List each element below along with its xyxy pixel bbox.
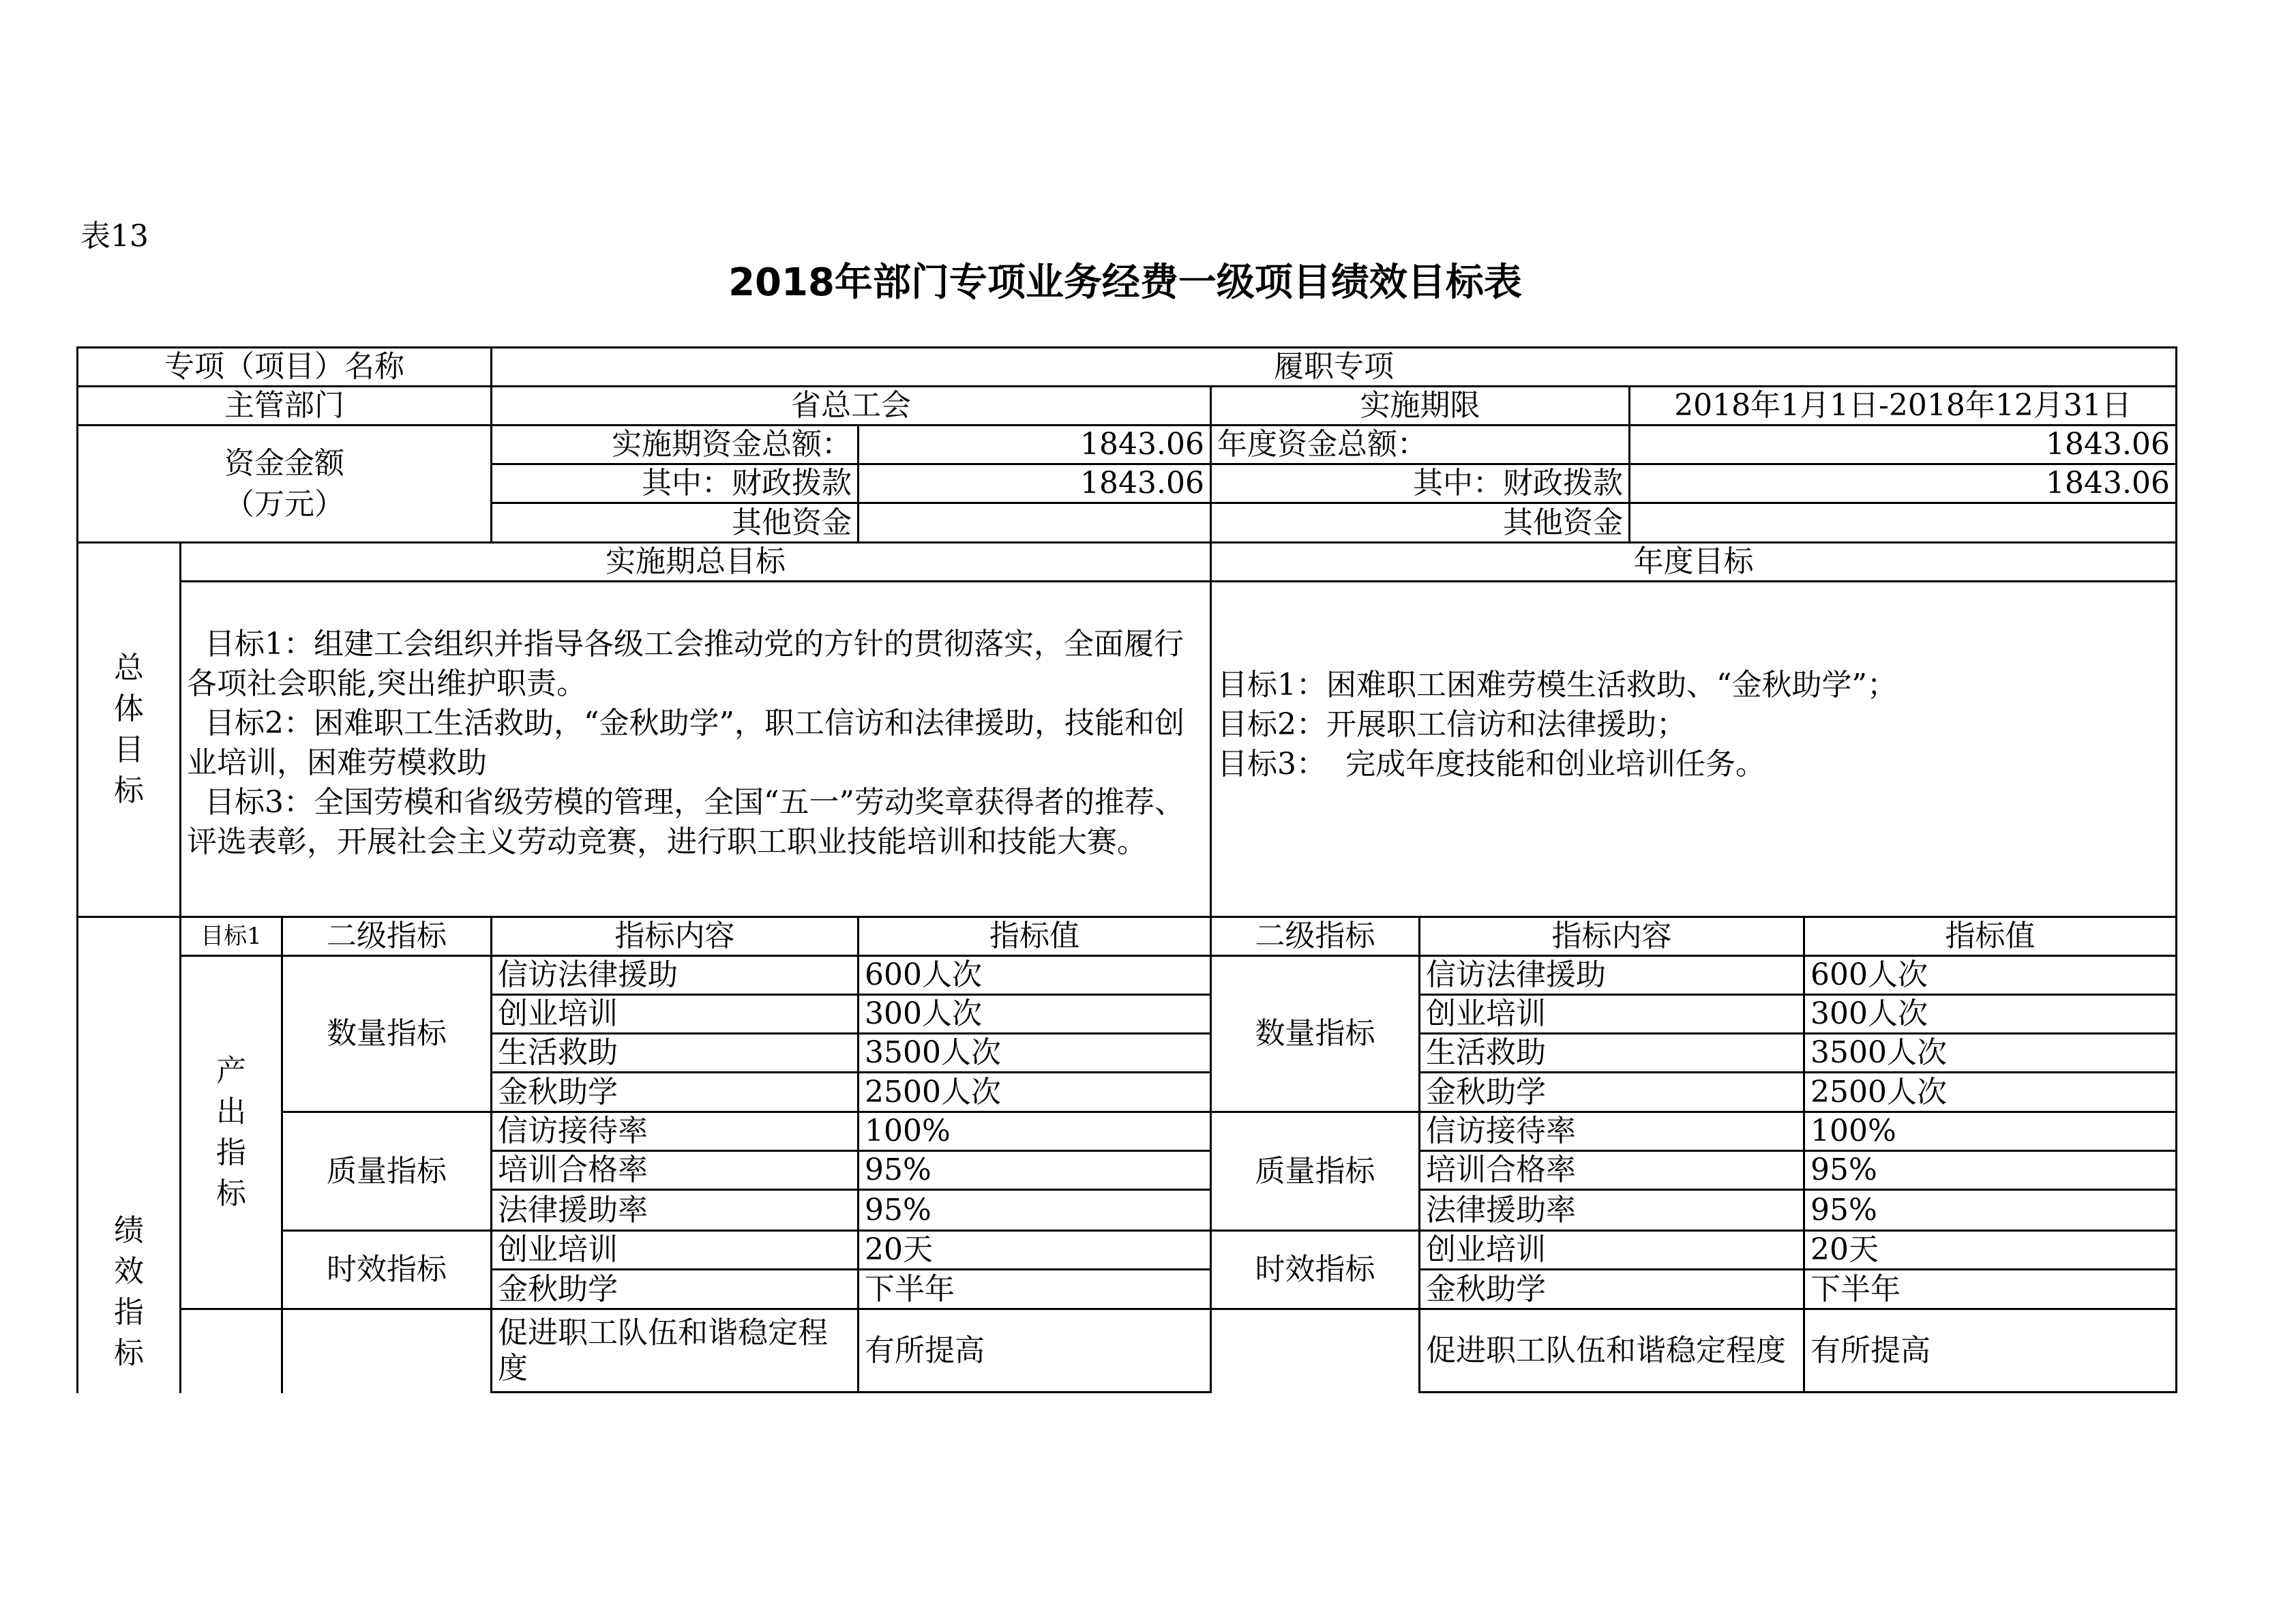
year-goal-header: 年度目标: [1210, 541, 2177, 582]
funds-label-line2: （万元）: [224, 486, 344, 522]
output-indicators-side: [179, 955, 283, 1310]
year-other-value: [1628, 502, 2177, 544]
output-side-continued: [179, 1308, 283, 1393]
indicator-value: 300人次: [1803, 994, 2177, 1034]
side-char: 产: [216, 1053, 246, 1088]
impl-total-value: 1843.06: [857, 424, 1212, 465]
indicator-content: 信访接待率: [1418, 1111, 1805, 1152]
indicator-content: 金秋助学: [1418, 1268, 1805, 1310]
impl-goal-text: [179, 580, 1212, 918]
year-total-value: 1843.06: [1628, 424, 2177, 465]
indicator-value: 3500人次: [1803, 1032, 2177, 1073]
indicator-content: 创业培训: [1418, 1230, 1805, 1270]
impl-fiscal-value: 1843.06: [857, 463, 1212, 504]
indicator-value: 95%: [857, 1150, 1212, 1191]
side-char: 体: [114, 691, 144, 726]
group-quality-right: 质量指标: [1210, 1111, 1420, 1232]
indicator-content: 培训合格率: [490, 1150, 859, 1191]
year-other-label: 其他资金: [1210, 502, 1630, 544]
indicators-side: [76, 916, 181, 1393]
side-char: 效: [114, 1253, 144, 1289]
impl-goal-header: 实施期总目标: [179, 541, 1212, 582]
year-goal-line: 目标3： 完成年度技能和创业培训任务。: [1217, 747, 1765, 781]
col-content-left: 指标内容: [490, 916, 859, 957]
indicator-content: 金秋助学: [490, 1268, 859, 1310]
year-fiscal-label: 其中：财政拨款: [1210, 463, 1630, 504]
indicator-value: 下半年: [857, 1268, 1212, 1310]
impl-goal-line: 目标2：困难职工生活救助，“金秋助学”，职工信访和法律援助，技能和创业培训，困难劳模救助: [187, 706, 1184, 780]
table-label: 表13: [80, 219, 149, 254]
year-total-label: 年度资金总额：: [1210, 424, 1630, 465]
group-timeliness-left: 时效指标: [281, 1230, 492, 1310]
indicator-value: 300人次: [857, 994, 1212, 1034]
impl-total-label: 实施期资金总额：: [490, 424, 859, 465]
project-name-value: 履职专项: [490, 346, 2177, 387]
indicator-content: 创业培训: [1418, 994, 1805, 1034]
indicator-content: 法律援助率: [1418, 1189, 1805, 1232]
group-timeliness-right: 时效指标: [1210, 1230, 1420, 1310]
indicator-value: 95%: [857, 1189, 1212, 1232]
indicator-content: 信访接待率: [490, 1111, 859, 1152]
goal1-label: 目标1: [179, 916, 283, 957]
side-char: 标: [114, 1335, 144, 1371]
col-value-right: 指标值: [1803, 916, 2177, 957]
group-quantity-right: 数量指标: [1210, 955, 1420, 1113]
indicator-value: 95%: [1803, 1189, 2177, 1232]
impl-goal-line: 目标3：全国劳模和省级劳模的管理，全国“五一”劳动奖章获得者的推荐、评选表彰，开展社会主义劳动竞赛，进行职工职业技能培训和技能大赛。: [187, 785, 1184, 859]
indicator-content: 金秋助学: [1418, 1071, 1805, 1113]
side-char: 出: [216, 1094, 246, 1129]
year-goal-line: 目标2：开展职工信访和法律援助；: [1217, 707, 1686, 742]
col-content-right: 指标内容: [1418, 916, 1805, 957]
side-char: 指: [114, 1294, 144, 1330]
col-level2-left: 二级指标: [281, 916, 492, 957]
indicator-value: 600人次: [857, 955, 1212, 996]
indicator-content: 创业培训: [490, 1230, 859, 1270]
indicator-content: 促进职工队伍和谐稳定程度: [490, 1308, 859, 1393]
impl-fiscal-label: 其中：财政拨款: [490, 463, 859, 504]
indicator-content: 生活救助: [1418, 1032, 1805, 1073]
indicator-content: 生活救助: [490, 1032, 859, 1073]
side-char: 标: [114, 773, 144, 808]
period-value: 2018年1月1日-2018年12月31日: [1628, 385, 2177, 426]
col-level2-right: 二级指标: [1210, 916, 1420, 957]
indicator-value: 2500人次: [857, 1071, 1212, 1113]
group-next-left: [281, 1308, 492, 1393]
indicator-value: 2500人次: [1803, 1071, 2177, 1113]
side-char: 绩: [114, 1212, 144, 1248]
year-fiscal-value: 1843.06: [1628, 463, 2177, 504]
page-title: 2018年部门专项业务经费一级项目绩效目标表: [728, 260, 1522, 305]
indicator-content: 创业培训: [490, 994, 859, 1034]
impl-goal-line: 目标1：组建工会组织并指导各级工会推动党的方针的贯彻落实，全面履行各项社会职能,突出维护职责。: [187, 627, 1184, 701]
indicator-value: 3500人次: [857, 1032, 1212, 1073]
year-goal-text: [1210, 580, 2177, 918]
side-char: 指: [216, 1135, 246, 1170]
dept-label: 主管部门: [76, 385, 492, 426]
side-char: 总: [114, 651, 144, 685]
project-name-label: 专项（项目）名称: [76, 346, 492, 387]
indicator-content: 促进职工队伍和谐稳定程度: [1418, 1308, 1805, 1393]
group-quantity-left: 数量指标: [281, 955, 492, 1113]
indicator-content: 金秋助学: [490, 1071, 859, 1113]
indicator-content: 信访法律援助: [490, 955, 859, 996]
indicator-value: 600人次: [1803, 955, 2177, 996]
indicator-content: 法律援助率: [490, 1189, 859, 1232]
indicator-value: 100%: [857, 1111, 1212, 1152]
overall-goals-side: [76, 541, 181, 918]
indicator-value: 有所提高: [857, 1308, 1212, 1393]
side-char: 标: [216, 1176, 246, 1211]
col-value-left: 指标值: [857, 916, 1212, 957]
impl-other-value: [857, 502, 1212, 544]
indicator-value: 100%: [1803, 1111, 2177, 1152]
funds-label-line1: 资金金额: [224, 445, 344, 481]
indicator-value: 有所提高: [1803, 1308, 2177, 1393]
indicator-value: 20天: [1803, 1230, 2177, 1270]
funds-label: [76, 424, 492, 544]
year-goal-line: 目标1：困难职工困难劳模生活救助、“金秋助学”；: [1217, 668, 1897, 702]
period-label: 实施期限: [1210, 385, 1630, 426]
group-quality-left: 质量指标: [281, 1111, 492, 1232]
dept-value: 省总工会: [490, 385, 1212, 426]
indicator-content: 信访法律援助: [1418, 955, 1805, 996]
impl-other-label: 其他资金: [490, 502, 859, 544]
indicator-content: 培训合格率: [1418, 1150, 1805, 1191]
indicator-value: 下半年: [1803, 1268, 2177, 1310]
side-char: 目: [114, 732, 144, 767]
indicator-value: 20天: [857, 1230, 1212, 1270]
indicator-value: 95%: [1803, 1150, 2177, 1191]
